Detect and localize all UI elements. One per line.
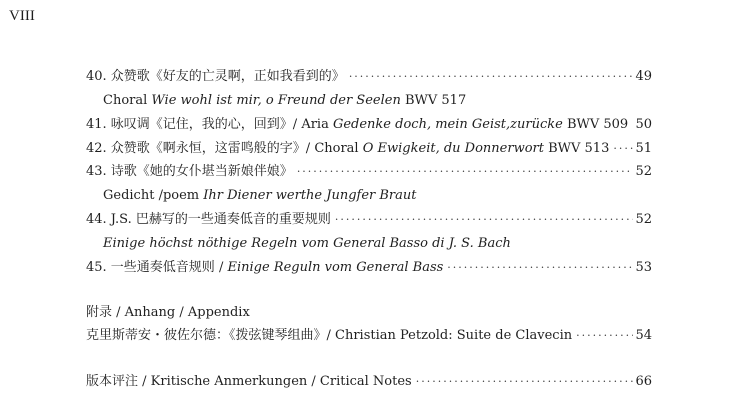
entry-title: 40. 众赞歌《好友的亡灵啊，正如我看到的》: [86, 69, 345, 84]
entry-italic: Gedenke doch, mein Geist,zurücke: [332, 117, 563, 132]
appendix-entry[interactable]: [86, 326, 652, 346]
critical-notes-entry[interactable]: [86, 372, 652, 392]
toc-entry-44-subtitle: [103, 234, 652, 254]
dot-leader: [576, 326, 633, 346]
entry-page: 50: [635, 117, 652, 132]
toc-entry-40[interactable]: [86, 67, 652, 87]
entry-page: 53: [635, 260, 652, 275]
dot-leader: [447, 258, 633, 278]
subtitle-tail: BWV 517: [400, 93, 467, 108]
entry-title: 版本评注 / Kritische Anmerkungen / Critical Notes: [86, 374, 412, 389]
entry-page: 54: [635, 328, 652, 343]
toc-entry-40-subtitle: [103, 91, 652, 111]
dot-leader: [632, 115, 633, 135]
subtitle-italic: Ihr Diener werthe Jungfer Braut: [203, 188, 417, 203]
dot-leader: [335, 210, 634, 230]
appendix-heading: 附录 / Anhang / Appendix: [86, 305, 250, 320]
entry-title: 克里斯蒂安・彼佐尔德：《拨弦键琴组曲》/ Christian Petzold: Suite de Clavecin: [86, 328, 573, 343]
entry-page: 52: [635, 164, 652, 179]
toc-entry-44[interactable]: [86, 210, 652, 230]
toc-entry-43-subtitle: [103, 186, 652, 206]
toc-entry-42[interactable]: [86, 139, 652, 159]
entry-page: 51: [635, 141, 652, 156]
subtitle-italic: Wie wohl ist mir, o Freund der Seelen: [151, 93, 401, 108]
dot-leader: [349, 67, 634, 87]
entry-title: 45. 一些通奏低音规则 /: [86, 260, 228, 275]
entry-title: 44. J.S. 巴赫写的一些通奏低音的重要规则: [86, 212, 331, 227]
entry-italic: O Ewigkeit, du Donnerwort: [362, 141, 544, 156]
entry-tail: BWV 509: [562, 117, 629, 132]
page-number: VIII: [9, 8, 35, 24]
subtitle-italic: Einige höchst nöthige Regeln vom General Basso di J. S. Bach: [103, 236, 511, 251]
subtitle-prefix: Choral: [103, 93, 152, 108]
toc-entry-43[interactable]: [86, 162, 652, 182]
toc-entry-41[interactable]: [86, 115, 652, 135]
dot-leader: [297, 162, 634, 182]
entry-tail: BWV 513: [543, 141, 610, 156]
entry-title: 42. 众赞歌《啊永恒，这雷鸣般的字》/ Choral: [86, 141, 363, 156]
dot-leader: [613, 139, 633, 159]
entry-italic: Einige Reguln vom General Bass: [227, 260, 444, 275]
subtitle-prefix: Gedicht /poem: [103, 188, 204, 203]
entry-title: 43. 诗歌《她的女仆堪当新娘伴娘》: [86, 164, 293, 179]
dot-leader: [416, 372, 634, 392]
entry-page: 49: [635, 69, 652, 84]
entry-page: 52: [635, 212, 652, 227]
entry-title: 41. 咏叹调《记住，我的心，回到》/ Aria: [86, 117, 333, 132]
toc-entry-45[interactable]: [86, 258, 652, 278]
entry-page: 66: [635, 374, 652, 389]
